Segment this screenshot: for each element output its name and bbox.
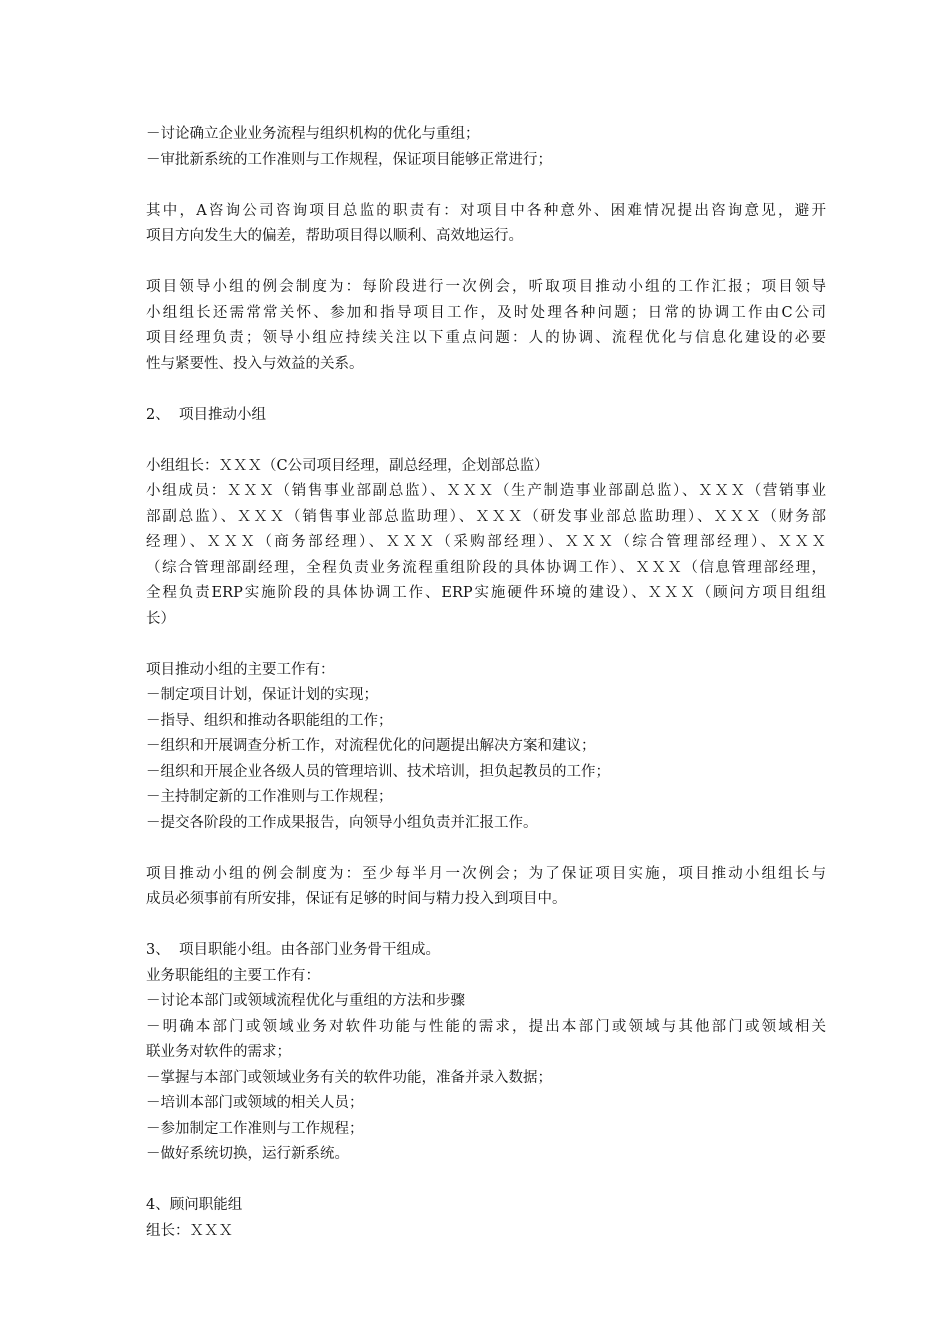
text-line: 项目经理负责；领导小组应持续关注以下重点问题：人的协调、流程优化与信息化建设的必要 <box>146 330 826 346</box>
text-line: －审批新系统的工作准则与工作规程，保证项目能够正常进行； <box>146 151 552 168</box>
section-heading: 4、顾问职能组 <box>146 1197 243 1213</box>
list-item: －掌握与本部门或领域业务有关的软件功能，准备并录入数据； <box>146 1069 552 1086</box>
text-line: 组长：ＸＸＸ <box>146 1222 233 1239</box>
text-line: 其中，A咨询公司咨询项目总监的职责有：对项目中各种意外、困难情况提出咨询意见，避开 <box>146 202 826 219</box>
text-line: －讨论确立企业业务流程与组织机构的优化与重组； <box>146 126 480 142</box>
text-line: 成员必须事前有所安排，保证有足够的时间与精力投入到项目中。 <box>146 891 567 907</box>
document-page <box>146 122 826 1270</box>
paragraph-promotion-meeting <box>146 862 826 913</box>
list-heading: 业务职能组的主要工作有： <box>146 967 320 984</box>
paragraph-group-members <box>146 454 826 633</box>
list-item: －制定项目计划，保证计划的实现； <box>146 687 378 703</box>
list-item: －指导、组织和推动各职能组的工作； <box>146 712 393 729</box>
list-item: －明确本部门或领域业务对软件功能与性能的需求，提出本部门或领域与其他部门或领域相关 <box>146 1018 826 1035</box>
section-consultant-group <box>146 1193 826 1244</box>
list-item: －参加制定工作准则与工作规程； <box>146 1120 364 1137</box>
text-line: 全程负责ERP实施阶段的具体协调工作、ERP实施硬件环境的建设）、ＸＸＸ（顾问方项目组组 <box>146 585 826 601</box>
paragraph-leadership-duties <box>146 122 826 173</box>
section-heading: 3、 项目职能小组。由各部门业务骨干组成。 <box>146 942 440 958</box>
list-item: －组织和开展调查分析工作，对流程优化的问题提出解决方案和建议； <box>146 738 596 754</box>
list-heading: 项目推动小组的主要工作有： <box>146 661 335 678</box>
list-promotion-duties <box>146 658 826 837</box>
text-line: 经理）、ＸＸＸ（商务部经理）、ＸＸＸ（采购部经理）、ＸＸＸ（综合管理部经理）、ＸＸＸ <box>146 534 826 550</box>
list-item: －培训本部门或领域的相关人员； <box>146 1095 364 1111</box>
list-item: －主持制定新的工作准则与工作规程； <box>146 789 393 805</box>
text-line: （综合管理部副经理，全程负责业务流程重组阶段的具体协调工作）、ＸＸＸ（信息管理部经理， <box>146 559 826 576</box>
list-item: －做好系统切换，运行新系统。 <box>146 1146 349 1162</box>
section-heading: 2、 项目推动小组 <box>146 406 266 423</box>
text-line: 项目方向发生大的偏差，帮助项目得以顺利、高效地运行。 <box>146 228 523 244</box>
text-line: 小组成员：ＸＸＸ（销售事业部副总监）、ＸＸＸ（生产制造事业部副总监）、ＸＸＸ（营销事业 <box>146 483 826 499</box>
list-item: －组织和开展企业各级人员的管理培训、技术培训，担负起教员的工作； <box>146 763 610 780</box>
text-line: 小组组长还需常常关怀、参加和指导项目工作，及时处理各种问题；日常的协调工作由C公司 <box>146 304 826 321</box>
text-line: 项目推动小组的例会制度为：至少每半月一次例会；为了保证项目实施，项目推动小组组长与 <box>146 865 826 882</box>
list-item: －讨论本部门或领域流程优化与重组的方法和步骤 <box>146 993 465 1009</box>
list-item: －提交各阶段的工作成果报告，向领导小组负责并汇报工作。 <box>146 814 538 831</box>
text-line: 小组组长：ＸＸＸ（C公司项目经理，副总经理，企划部总监） <box>146 457 549 474</box>
paragraph-leadership-meeting <box>146 275 826 377</box>
text-line: 项目领导小组的例会制度为：每阶段进行一次例会，听取项目推动小组的工作汇报；项目领导 <box>146 279 826 295</box>
list-item-continuation: 联业务对软件的需求； <box>146 1044 291 1060</box>
list-functional-group-duties <box>146 938 826 1168</box>
paragraph-consultant-director <box>146 199 826 250</box>
section-heading-promotion-group <box>146 403 826 429</box>
text-line: 性与紧要性、投入与效益的关系。 <box>146 355 364 372</box>
text-line: 长） <box>146 610 175 627</box>
text-line: 部副总监）、ＸＸＸ（销售事业部总监助理）、ＸＸＸ（研发事业部总监助理）、ＸＸＸ（财务部 <box>146 508 826 525</box>
